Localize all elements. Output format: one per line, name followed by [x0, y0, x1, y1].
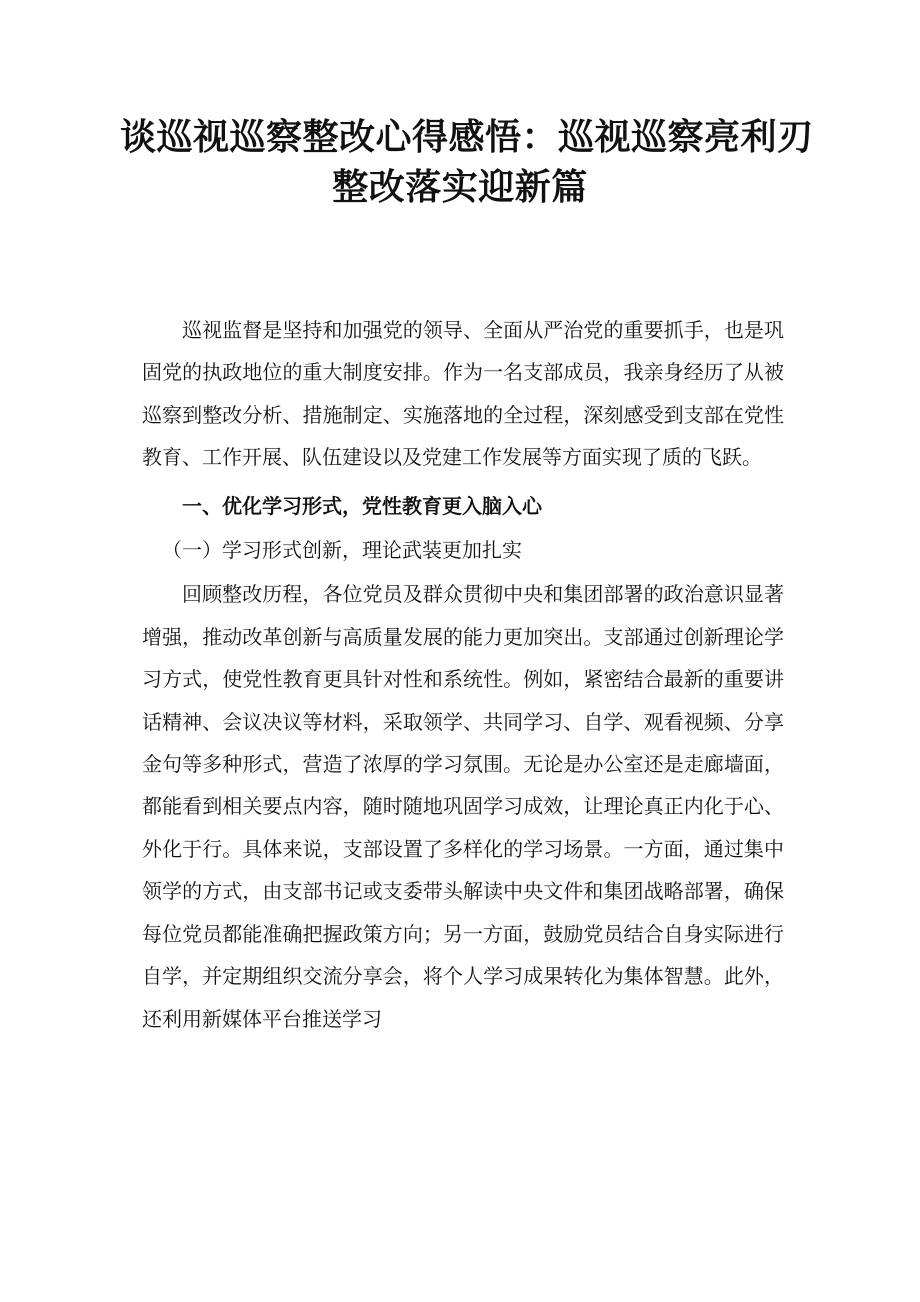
- section-heading-1: 一、优化学习形式，党性教育更入脑入心: [182, 493, 542, 518]
- title-line-1: 谈巡视巡察整改心得感悟：巡视巡察亮利刃: [120, 116, 814, 158]
- intro-paragraph: 巡视监督是坚持和加强党的领导、全面从严治党的重要抓手，也是巩固党的执政地位的重大制度安排。作为一名支部成员，我亲身经历了从被巡察到整改分析、措施制定、实施落地的全过程，深刻感受到支部在党性教育、工作开展、队伍建设以及党建工作发展等方面实现了质的飞跃。: [142, 318, 784, 470]
- body-paragraph: 回顾整改历程，各位党员及群众贯彻中央和集团部署的政治意识显著增强，推动改革创新与高质量发展的能力更加突出。支部通过创新理论学习方式，使党性教育更具针对性和系统性。例如，紧密结合最新的重要讲话精神、会议决议等材料，采取领学、共同学习、自学、观看视频、分享金句等多种形式，营造了浓厚的学习氛围。无论是办公室还是走廊墙面，都能看到相关要点内容，随时随地巩固学习成效，让理论真正内化于心、外化于行。具体来说，支部设置了多样化的学习场景。一方面，通过集中领学的方式，由支部书记或支委带头解读中央文件和集团战略部署，确保每位党员都能准确把握政策方向；另一方面，鼓励党员结合自身实际进行自学，并定期组织交流分享会，将个人学习成果转化为集体智慧。此外，还利用新媒体平台推送学习: [142, 582, 784, 1031]
- document-body: [142, 309, 784, 1040]
- title-line-2: 整改落实迎新篇: [332, 166, 588, 208]
- document-title: [120, 112, 814, 212]
- subsection-heading-1-1: （一）学习形式创新，理论武装更加扎实: [162, 538, 522, 563]
